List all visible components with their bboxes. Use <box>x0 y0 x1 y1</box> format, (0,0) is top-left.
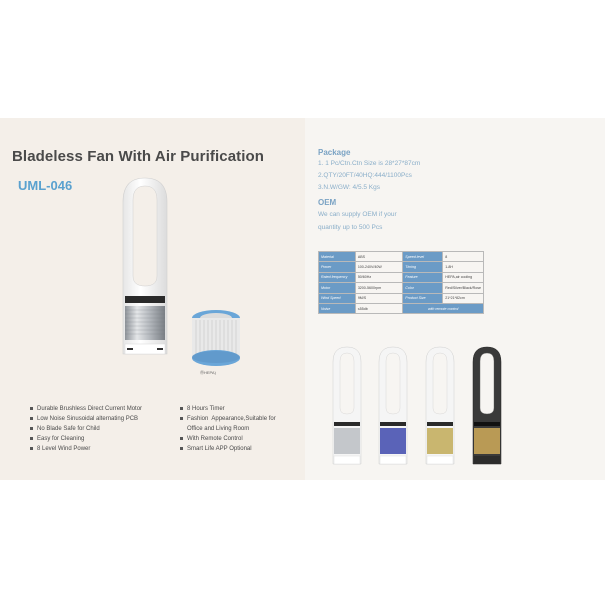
spec-value: 9M/S <box>355 293 402 303</box>
bullet-icon <box>30 407 33 410</box>
spec-label: Material <box>319 252 356 262</box>
oem-title: OEM <box>318 198 337 207</box>
feature-item: Easy for Cleaning <box>30 434 142 444</box>
bullet-icon <box>30 427 33 430</box>
spec-value: 21*21*82cm <box>443 293 484 303</box>
spec-value: 100-240V/40W <box>355 262 402 272</box>
feature-item: 8 Level Wind Power <box>30 444 142 454</box>
product-sheet <box>0 118 605 480</box>
package-title: Package <box>318 148 351 157</box>
spec-value: ≤55db <box>355 303 402 313</box>
product-overview-panel <box>0 118 305 480</box>
package-line: 2.QTY/20FT/40HQ:444/1100Pcs <box>318 172 412 179</box>
silver-variant-image <box>330 346 364 466</box>
spec-label: Feature <box>403 272 443 282</box>
spec-label: Rated frequency <box>319 272 356 282</box>
model-number: UML-046 <box>18 178 73 193</box>
spec-label: Noise <box>319 303 356 313</box>
package-line: 1. 1 Pc/Ctn.Ctn Size is 28*27*87cm <box>318 160 421 167</box>
spec-table <box>318 251 484 314</box>
table-row <box>319 303 484 313</box>
hepa-filter-image <box>190 308 242 370</box>
spec-label: Product Size <box>403 293 443 303</box>
bullet-icon <box>180 407 183 410</box>
bladeless-fan-image <box>117 176 173 358</box>
oem-line: We can supply OEM if your <box>318 211 397 218</box>
spec-value: 8 <box>443 252 484 262</box>
feature-list-left <box>30 404 142 454</box>
table-row <box>319 293 484 303</box>
bullet-icon <box>180 417 183 420</box>
feature-item: Durable Brushless Direct Current Motor <box>30 404 142 414</box>
feature-item: Fashion Appearance,Suitable for Office and Living Room <box>180 414 276 434</box>
feature-item: Smart Life APP Optional <box>180 444 276 454</box>
spec-value: Red/Silver/Black/Rose <box>443 283 484 293</box>
spec-label: Timing <box>403 262 443 272</box>
bullet-icon <box>30 417 33 420</box>
spec-value: 50/60Hz <box>355 272 402 282</box>
package-line: 3.N.W/GW: 4/5.5 Kgs <box>318 184 381 191</box>
bullet-icon <box>30 447 33 450</box>
oem-line: quantity up to 500 Pcs <box>318 224 383 231</box>
spec-value: 3200-5600rpm <box>355 283 402 293</box>
hepa-caption: 带HEPA) <box>200 370 216 375</box>
blue-variant-image <box>376 346 410 466</box>
product-title: Bladeless Fan With Air Purification <box>12 148 265 165</box>
bullet-icon <box>180 437 183 440</box>
table-row <box>319 272 484 282</box>
feature-item: Low Noise Sinusoidal alternating PCB <box>30 414 142 424</box>
feature-item: 8 Hours Timer <box>180 404 276 414</box>
feature-list-right <box>180 404 276 454</box>
gold-variant-image <box>423 346 457 466</box>
spec-value: ABS <box>355 252 402 262</box>
spec-label: Speed level <box>403 252 443 262</box>
spec-label: with remote control <box>403 303 484 313</box>
table-row <box>319 283 484 293</box>
bullet-icon <box>30 437 33 440</box>
spec-label: Wind Speed <box>319 293 356 303</box>
spec-value: 1-8H <box>443 262 484 272</box>
spec-label: Power <box>319 262 356 272</box>
spec-label: Color <box>403 283 443 293</box>
feature-item: With Remote Control <box>180 434 276 444</box>
spec-value: HEPA,air cooling <box>443 272 484 282</box>
table-row <box>319 252 484 262</box>
bullet-icon <box>180 447 183 450</box>
black-gold-variant-image <box>470 346 504 466</box>
feature-item: No Blade Safe for Child <box>30 424 142 434</box>
table-row <box>319 262 484 272</box>
spec-label: Motor <box>319 283 356 293</box>
